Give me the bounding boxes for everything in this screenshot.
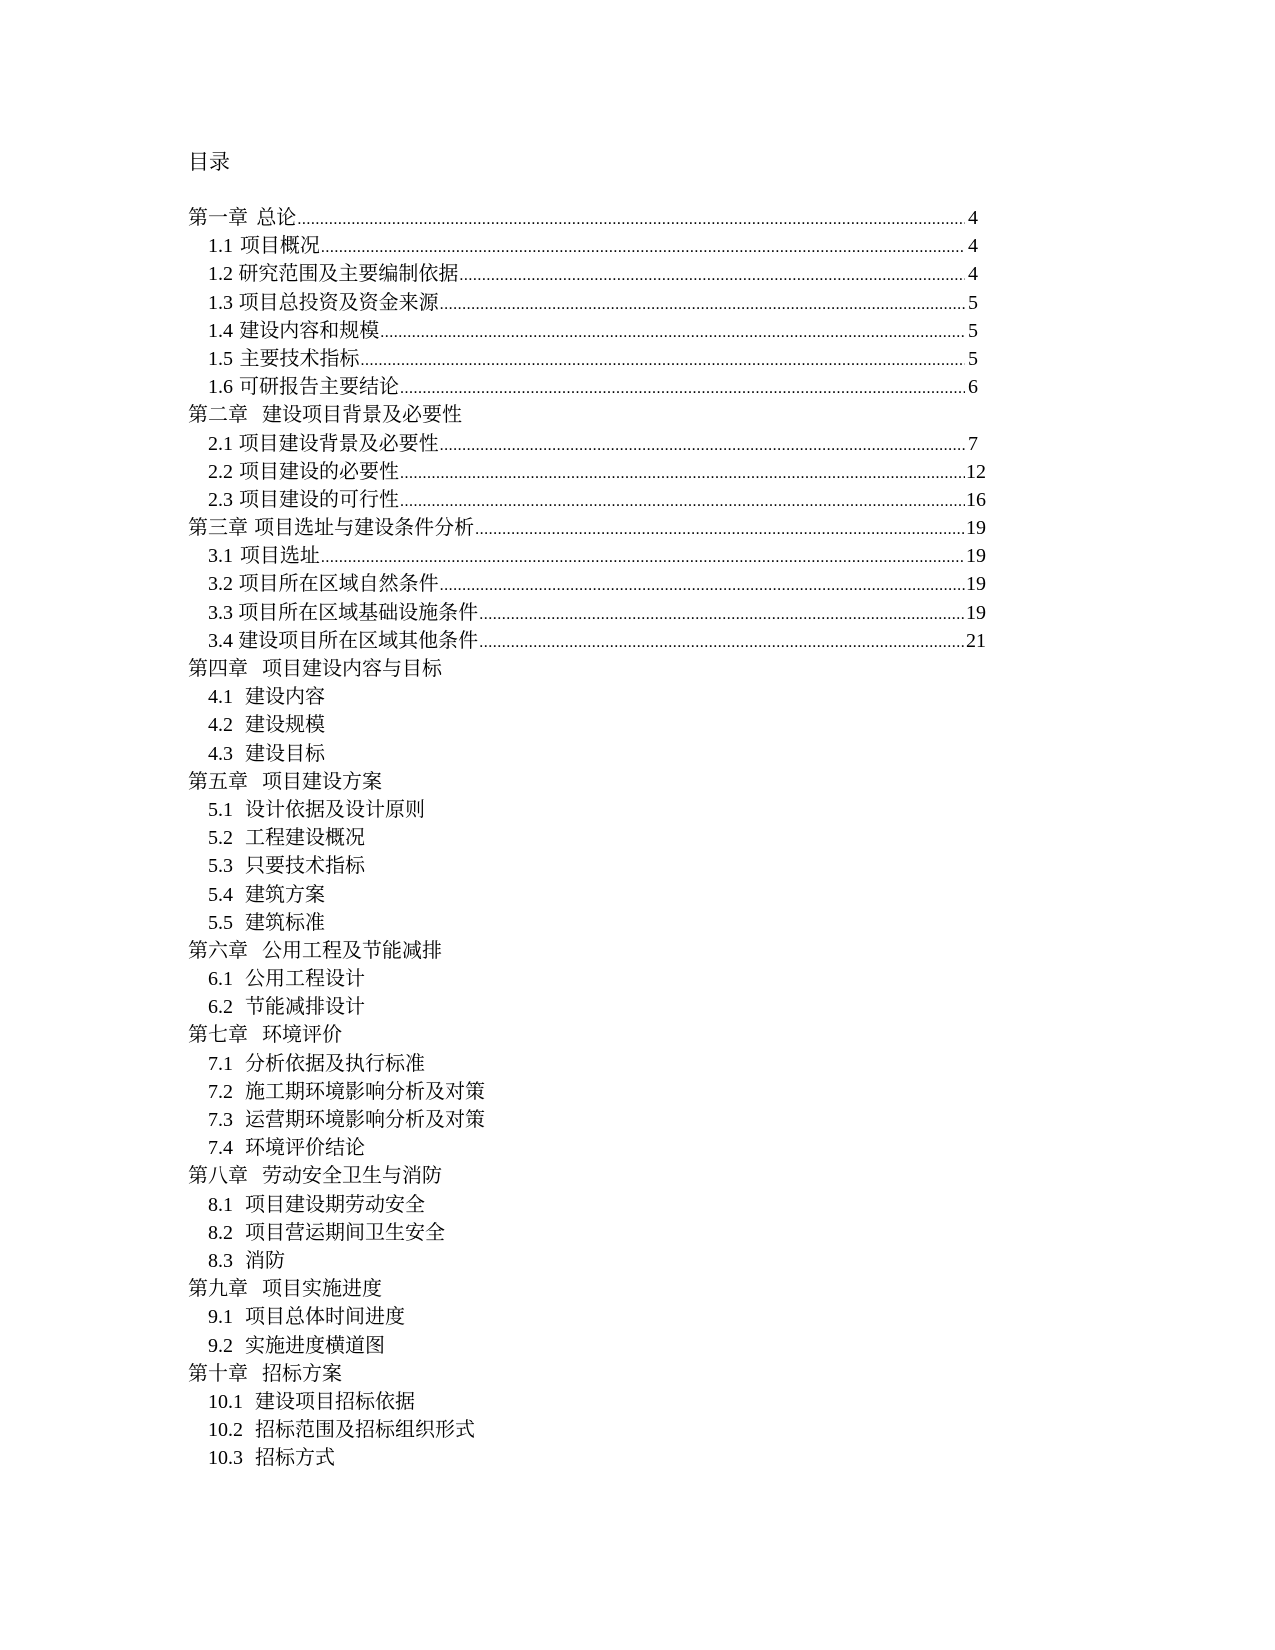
toc-entry-title: 招标方案 [262,1362,342,1385]
toc-dot-leader [459,262,965,290]
toc-entry-number: 4.3 [208,742,233,765]
toc-section-entry[interactable] [188,1219,978,1247]
toc-entry-number: 第二章 [188,404,248,427]
toc-entry-number: 第九章 [188,1278,248,1301]
toc-entry-page-number: 6 [968,376,978,399]
toc-dot-leader [360,347,965,375]
toc-entry-page-number: 4 [968,207,978,229]
toc-entry-number: 1.2 [208,263,233,286]
toc-section-entry[interactable] [188,965,978,993]
toc-section-entry[interactable] [188,1388,978,1416]
toc-entry-number: 6.1 [208,968,233,991]
toc-entry-number: 5.1 [208,798,233,821]
toc-chapter-entry[interactable] [188,655,978,683]
toc-entry-title: 项目总投资及资金来源 [238,291,439,314]
toc-dot-leader [475,516,965,544]
toc-entry-title: 建筑方案 [245,883,325,906]
toc-chapter-entry[interactable] [188,768,978,796]
toc-chapter-entry[interactable] [188,1162,978,1190]
toc-entry-number: 9.2 [208,1334,233,1357]
toc-entry-number: 1.3 [208,291,233,314]
toc-entry-title: 总论 [256,207,297,229]
toc-entry-number: 1.1 [208,235,233,258]
toc-entry-number: 3.3 [208,601,233,624]
toc-entry-title: 招标方式 [255,1447,335,1470]
toc-entry-number: 2.1 [208,432,233,455]
toc-entry-number: 第八章 [188,1165,248,1188]
toc-entry-number: 8.3 [208,1249,233,1272]
toc-dot-leader [400,375,965,403]
toc-section-entry[interactable] [188,1444,978,1472]
toc-section-entry[interactable] [188,796,978,824]
toc-entry-page-number: 5 [968,291,978,314]
toc-chapter-entry[interactable] [188,1275,978,1303]
toc-entry-title: 项目所在区域自然条件 [238,573,439,596]
toc-entry-number: 10.3 [208,1447,243,1470]
toc-entry-number: 6.2 [208,996,233,1019]
toc-entry-number: 8.2 [208,1221,233,1244]
toc-section-entry[interactable] [188,1247,978,1275]
table-of-contents [188,204,986,1472]
toc-entry-title: 项目建设方案 [262,770,382,793]
toc-entry-page-number: 7 [968,432,978,455]
toc-dot-leader [400,488,965,516]
toc-entry-number: 10.1 [208,1390,243,1413]
toc-entry-title: 项目建设期劳动安全 [245,1193,425,1216]
toc-entry-title: 项目概况 [239,235,320,258]
toc-dot-leader [440,572,965,600]
toc-section-entry[interactable] [188,570,986,598]
toc-entry-title: 环境评价 [262,1024,342,1047]
toc-entry-title: 消防 [245,1249,285,1272]
toc-entry-title: 建设规模 [245,714,325,737]
toc-entry-title: 招标范围及招标组织形式 [255,1419,475,1442]
toc-section-entry[interactable] [188,289,978,317]
toc-chapter-entry[interactable] [188,937,978,965]
toc-section-entry[interactable] [188,909,978,937]
toc-section-entry[interactable] [188,740,978,768]
toc-entry-title: 只要技术指标 [245,855,365,878]
toc-entry-page-number: 4 [968,263,978,286]
toc-entry-number: 4.1 [208,686,233,709]
toc-chapter-entry[interactable] [188,1360,978,1388]
toc-section-entry[interactable] [188,824,978,852]
toc-dot-leader [479,601,965,629]
toc-entry-title: 主要技术指标 [239,347,360,370]
toc-section-entry[interactable] [188,1332,978,1360]
toc-entry-number: 第一章 [188,207,248,229]
toc-entry-page-number: 19 [966,601,986,624]
toc-entry-title: 项目建设背景及必要性 [238,432,439,455]
toc-dot-leader [321,544,965,572]
toc-entry-page-number: 16 [966,488,986,511]
toc-dot-leader [440,432,965,460]
toc-section-entry[interactable] [188,683,978,711]
toc-entry-title: 可研报告主要结论 [239,376,400,399]
toc-entry-page-number: 5 [968,319,978,342]
toc-section-entry[interactable] [188,486,986,514]
toc-entry-number: 3.4 [208,629,233,652]
toc-section-entry[interactable] [188,1134,978,1162]
toc-section-entry[interactable] [188,881,978,909]
toc-entry-number: 第十章 [188,1362,248,1385]
toc-entry-title: 项目选址 [239,545,320,568]
toc-entry-title: 项目实施进度 [262,1278,382,1301]
toc-entry-title: 分析依据及执行标准 [245,1052,425,1075]
toc-entry-number: 5.4 [208,883,233,906]
toc-entry-number: 2.2 [208,460,233,483]
toc-entry-number: 1.4 [208,319,233,342]
toc-section-entry[interactable] [188,542,986,570]
toc-entry-number: 7.3 [208,1109,233,1131]
page-title: 目录 [188,150,230,174]
toc-entry-number: 第三章 [188,517,248,540]
toc-section-entry[interactable] [188,1106,978,1134]
toc-section-entry[interactable] [188,1303,978,1331]
toc-entry-page-number: 19 [966,545,986,568]
toc-section-entry[interactable] [188,627,986,655]
toc-entry-title: 建设内容 [245,686,325,709]
toc-entry-title: 施工期环境影响分析及对策 [245,1080,485,1103]
toc-entry-number: 4.2 [208,714,233,737]
toc-entry-page-number: 19 [966,573,986,596]
toc-entry-title: 建设项目所在区域其他条件 [238,629,479,652]
toc-chapter-entry[interactable] [188,1021,978,1049]
toc-section-entry[interactable] [188,599,986,627]
toc-section-entry[interactable] [188,260,978,288]
toc-entry-title: 项目总体时间进度 [245,1306,405,1329]
toc-entry-page-number: 19 [966,517,986,540]
toc-entry-number: 5.5 [208,911,233,934]
toc-entry-title: 运营期环境影响分析及对策 [245,1109,485,1131]
toc-section-entry[interactable] [188,1078,978,1106]
toc-dot-leader [479,629,965,657]
toc-entry-number: 3.1 [208,545,233,568]
toc-section-entry[interactable] [188,232,978,260]
toc-entry-page-number: 12 [966,460,986,483]
toc-entry-title: 公用工程及节能减排 [262,939,442,962]
toc-dot-leader [321,234,965,262]
toc-entry-number: 第四章 [188,658,248,680]
toc-chapter-entry[interactable] [188,401,978,429]
toc-section-entry[interactable] [188,458,986,486]
toc-entry-number: 7.1 [208,1052,233,1075]
toc-section-entry[interactable] [188,373,978,401]
toc-entry-number: 9.1 [208,1306,233,1329]
toc-entry-page-number: 4 [968,235,978,258]
toc-entry-number: 1.5 [208,347,233,370]
toc-entry-number: 8.1 [208,1193,233,1216]
toc-chapter-entry[interactable] [188,204,978,232]
toc-entry-title: 项目建设内容与目标 [262,658,442,680]
toc-entry-title: 项目选址与建设条件分析 [254,517,475,540]
toc-entry-title: 项目建设的必要性 [239,460,400,483]
toc-section-entry[interactable] [188,711,978,739]
toc-section-entry[interactable] [188,1416,978,1444]
toc-entry-number: 第六章 [188,939,248,962]
toc-entry-title: 环境评价结论 [245,1137,365,1160]
toc-entry-title: 劳动安全卫生与消防 [262,1165,442,1188]
toc-entry-title: 建设目标 [245,742,325,765]
toc-entry-title: 实施进度横道图 [245,1334,385,1357]
toc-entry-number: 7.2 [208,1080,233,1103]
toc-section-entry[interactable] [188,1050,978,1078]
toc-entry-number: 10.2 [208,1419,243,1442]
toc-entry-title: 工程建设概况 [245,827,365,850]
toc-dot-leader [400,460,965,488]
toc-dot-leader [440,291,965,319]
toc-entry-page-number: 21 [966,629,986,652]
toc-entry-number: 第七章 [188,1024,248,1047]
toc-section-entry[interactable] [188,852,978,880]
toc-entry-number: 2.3 [208,488,233,511]
toc-entry-number: 5.3 [208,855,233,878]
toc-entry-title: 建筑标准 [245,911,325,934]
toc-dot-leader [380,319,965,347]
toc-entry-number: 7.4 [208,1137,233,1160]
toc-entry-title: 项目所在区域基础设施条件 [238,601,479,624]
toc-entry-number: 3.2 [208,573,233,596]
toc-dot-leader [297,206,965,234]
toc-entry-title: 项目建设的可行性 [239,488,400,511]
toc-entry-title: 建设项目背景及必要性 [262,404,462,427]
toc-section-entry[interactable] [188,345,978,373]
toc-section-entry[interactable] [188,430,978,458]
toc-entry-title: 公用工程设计 [245,968,365,991]
toc-chapter-entry[interactable] [188,514,986,542]
toc-entry-title: 研究范围及主要编制依据 [238,263,459,286]
toc-entry-number: 1.6 [208,376,233,399]
toc-entry-title: 项目营运期间卫生安全 [245,1221,445,1244]
toc-entry-page-number: 5 [968,347,978,370]
toc-section-entry[interactable] [188,1191,978,1219]
toc-entry-title: 设计依据及设计原则 [245,798,425,821]
toc-entry-title: 建设内容和规模 [239,319,380,342]
toc-entry-number: 第五章 [188,770,248,793]
toc-entry-title: 节能减排设计 [245,996,365,1019]
toc-section-entry[interactable] [188,993,978,1021]
toc-section-entry[interactable] [188,317,978,345]
toc-entry-title: 建设项目招标依据 [255,1390,415,1413]
toc-entry-number: 5.2 [208,827,233,850]
